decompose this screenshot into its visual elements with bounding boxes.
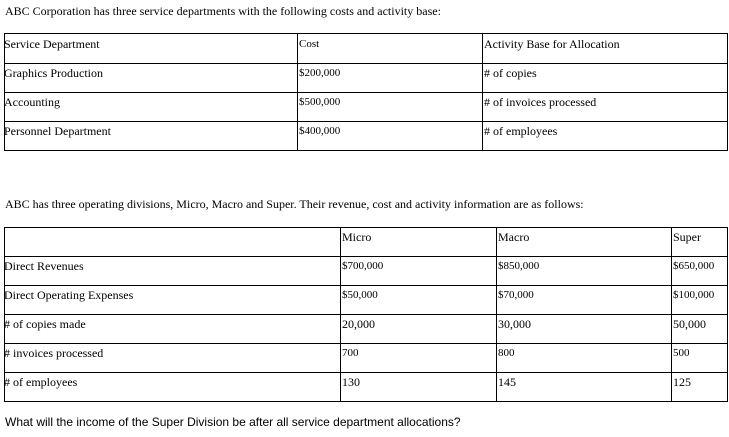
division-row-2-super: $100,000 <box>673 289 715 301</box>
division-row-5-macro: 145 <box>498 375 516 389</box>
table-border <box>4 33 728 34</box>
table-border <box>727 227 728 402</box>
table-border <box>4 256 728 257</box>
header-service-department: Service Department <box>4 37 100 51</box>
division-row-4-super: 500 <box>673 347 690 359</box>
table-border <box>4 92 728 93</box>
service-row-2-department: Accounting <box>4 95 60 109</box>
service-row-1-department: Graphics Production <box>4 66 103 80</box>
table-border <box>4 314 728 315</box>
division-row-3-label: # of copies made <box>4 317 86 331</box>
division-row-3-super: 50,000 <box>673 317 706 331</box>
header-super: Super <box>673 230 701 244</box>
division-row-5-label: # of employees <box>4 375 78 389</box>
table-border <box>4 401 728 402</box>
service-row-3-cost: $400,000 <box>299 125 341 137</box>
division-row-2-label: Direct Operating Expenses <box>4 288 134 302</box>
header-macro: Macro <box>498 230 530 244</box>
table-border <box>496 227 497 402</box>
header-cost: Cost <box>299 38 320 50</box>
table-border <box>4 285 728 286</box>
division-row-4-micro: 700 <box>342 347 359 359</box>
service-row-1-activity: # of copies <box>484 66 537 80</box>
table-border <box>671 227 672 402</box>
division-row-5-micro: 130 <box>342 375 360 389</box>
division-row-3-micro: 20,000 <box>342 317 375 331</box>
service-row-3-department: Personnel Department <box>4 124 111 138</box>
table-border <box>4 343 728 344</box>
division-row-1-super: $650,000 <box>673 260 715 272</box>
division-row-1-macro: $850,000 <box>498 260 540 272</box>
table-border <box>4 227 728 228</box>
divisions-intro-text: ABC has three operating divisions, Micro, Macro and Super. Their revenue, cost and activity information are as follows: <box>5 197 584 211</box>
division-row-5-super: 125 <box>673 375 691 389</box>
intro-text: ABC Corporation has three service departments with the following costs and activity base: <box>5 4 441 18</box>
division-row-1-micro: $700,000 <box>342 260 384 272</box>
division-row-2-micro: $50,000 <box>342 289 378 301</box>
table-border <box>482 33 483 151</box>
header-activity-base: Activity Base for Allocation <box>484 37 620 51</box>
question-text: What will the income of the Super Division be after all service department allocations? <box>5 415 461 429</box>
division-row-4-label: # invoices processed <box>4 346 104 360</box>
service-row-2-cost: $500,000 <box>299 96 341 108</box>
table-border <box>340 227 341 402</box>
table-border <box>297 33 298 151</box>
division-row-4-macro: 800 <box>498 347 515 359</box>
table-border <box>4 150 728 151</box>
division-row-3-macro: 30,000 <box>498 317 531 331</box>
table-border <box>4 372 728 373</box>
table-border <box>4 121 728 122</box>
table-border <box>727 33 728 151</box>
header-micro: Micro <box>342 230 372 244</box>
table-border <box>4 63 728 64</box>
division-row-2-macro: $70,000 <box>498 289 534 301</box>
service-row-1-cost: $200,000 <box>299 67 341 79</box>
service-row-3-activity: # of employees <box>484 124 558 138</box>
division-row-1-label: Direct Revenues <box>4 259 84 273</box>
service-row-2-activity: # of invoices processed <box>484 95 597 109</box>
